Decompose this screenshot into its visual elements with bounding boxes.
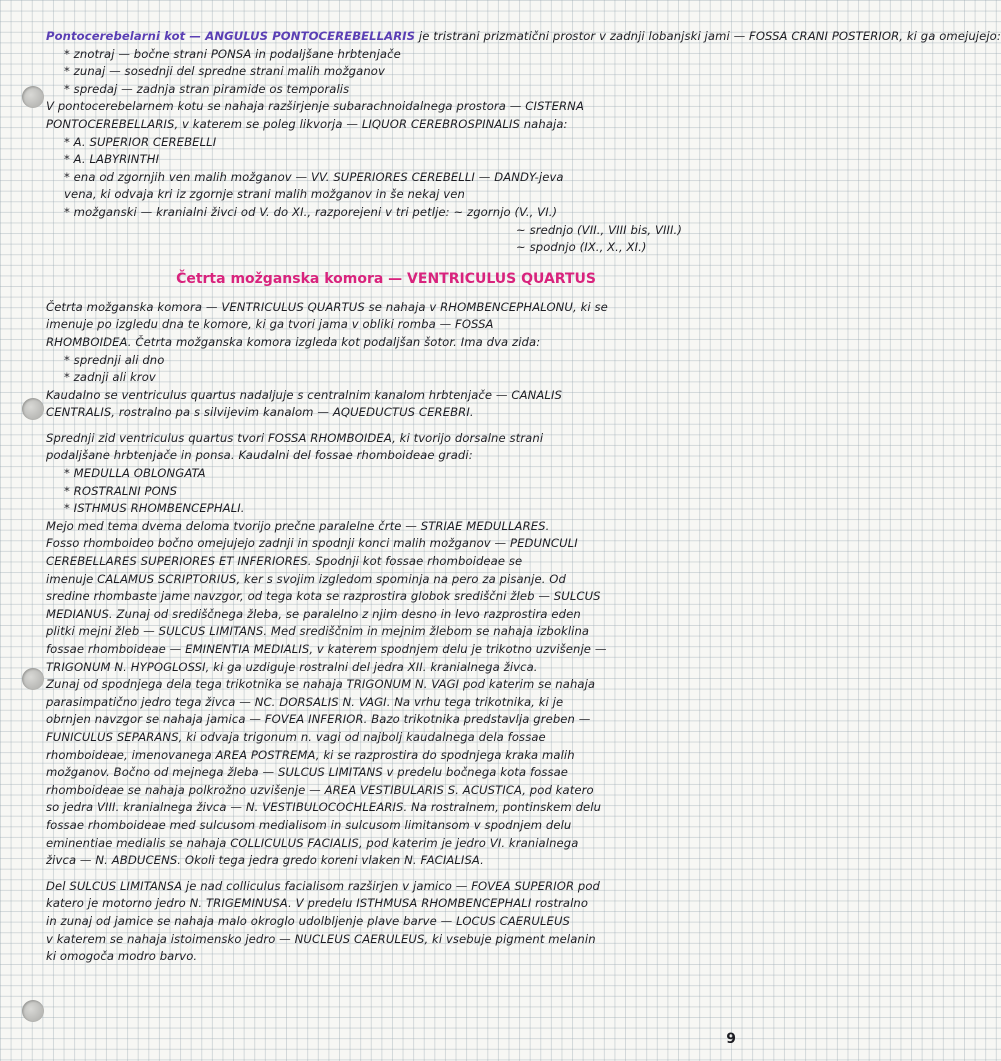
para2-line: plitki mejni žleb — SULCUS LIMITANS. Med središčnim in mejnim žlebom se nahaja izboklina: [46, 624, 590, 639]
punch-hole: [22, 398, 44, 420]
para2-line: TRIGONUM N. HYPOGLOSSI, ki ga uzdiguje rostralni del jedra XII. kranialnega živca.: [46, 659, 538, 674]
section1-line: * A. LABYRINTHI: [64, 152, 160, 167]
para1-line: CENTRALIS, rostralno pa s silvijevim kanalom — AQUEDUCTUS CEREBRI.: [46, 405, 474, 420]
section1-line: PONTOCEREBELLARIS, v katerem se poleg likvorja — LIQUOR CEREBROSPINALIS nahaja:: [46, 116, 568, 131]
section1-line: ~ srednjo (VII., VIII bis, VIII.): [516, 222, 682, 237]
para1-line: imenuje po izgledu dna te komore, ki ga tvori jama v obliki romba — FOSSA: [46, 317, 494, 332]
para2-line: podaljšane hrbtenjače in ponsa. Kaudalni del fossae rhomboideae gradi:: [46, 448, 473, 463]
section1-line: * ena od zgornjih ven malih možganov — VV. SUPERIORES CEREBELLI — DANDY-jeva: [64, 169, 564, 184]
punch-hole: [22, 668, 44, 690]
para2-line: živca — N. ABDUCENS. Okoli tega jedra gredo koreni vlaken N. FACIALISA.: [46, 853, 484, 868]
para1-line: * zadnji ali krov: [64, 370, 156, 385]
section1-line: * zunaj — sosednji del spredne strani malih možganov: [64, 64, 385, 79]
para2-line: Sprednji zid ventriculus quartus tvori FOSSA RHOMBOIDEA, ki tvorijo dorsalne strani: [46, 430, 544, 445]
para2-line: fossae rhomboideae med sulcusom medialisom in sulcusom limitansom v spodnjem delu: [46, 817, 572, 832]
para3-line: v katerem se nahaja istoimensko jedro — NUCLEUS CAERULEUS, ki vsebuje pigment melanin: [46, 931, 596, 946]
section1-line: * znotraj — bočne strani PONSA in podaljšane hrbtenjače: [64, 46, 401, 61]
para2-line: Fosso rhomboideo bočno omejujejo zadnji in spodnji konci malih možganov — PEDUNCULI: [46, 536, 578, 551]
para2-line: FUNICULUS SEPARANS, ki odvaja trigonum n. vagi od najbolj kaudalnega dela fossae: [46, 729, 546, 744]
section1-line: * spredaj — zadnja stran piramide os temporalis: [64, 81, 350, 96]
section1-line: V pontocerebelarnem kotu se nahaja razširjenje subarachnoidalnega prostora — CISTERNA: [46, 99, 584, 114]
section1-title: Pontocerebelarni kot — ANGULUS PONTOCEREBELLARIS: [46, 29, 416, 43]
para2-line: možganov. Bočno od mejnega žleba — SULCUS LIMITANS v predelu bočnega kota fossae: [46, 765, 569, 780]
punch-hole: [22, 1000, 44, 1022]
para2-line: imenuje CALAMUS SCRIPTORIUS, ker s svojim izgledom spominja na pero za pisanje. Od: [46, 571, 566, 586]
section1-intro: je tristrani prizmatični prostor v zadnji lobanjski jami — FOSSA CRANI POSTERIOR, ki ga omejujejo:: [418, 29, 1001, 43]
section1-line: * možganski — kranialni živci od V. do XI., razporejeni v tri petlje: ~ zgornjo (V., VI.): [64, 204, 558, 219]
para3-line: katero je motorno jedro N. TRIGEMINUSA. V predelu ISTHMUSA RHOMBENCEPHALI rostralno: [46, 896, 589, 911]
section1-line: vena, ki odvaja kri iz zgornje strani malih možganov in še nekaj ven: [64, 187, 465, 202]
para2-line: * ISTHMUS RHOMBENCEPHALI.: [64, 501, 245, 516]
para3-line: ki omogoča modro barvo.: [46, 949, 198, 964]
section2-title: Četrta možganska komora — VENTRICULUS QUARTUS: [176, 270, 596, 287]
para2-line: Mejo med tema dvema deloma tvorijo prečne paralelne črte — STRIAE MEDULLARES.: [46, 518, 550, 533]
para2-line: rhomboideae se nahaja polkrožno uzvišenje — AREA VESTIBULARIS S. ACUSTICA, pod katero: [46, 782, 594, 797]
para2-line: so jedra VIII. kranialnega živca — N. VESTIBULOCOCHLEARIS. Na rostralnem, pontinskem delu: [46, 800, 602, 815]
para2-line: MEDIANUS. Zunaj od središčnega žleba, se paralelno z njim desno in levo razprostira eden: [46, 606, 581, 621]
para3-line: Del SULCUS LIMITANSA je nad colliculus facialisom razširjen v jamico — FOVEA SUPERIOR pod: [46, 878, 600, 893]
section1-line: ~ spodnjo (IX., X., XI.): [516, 240, 647, 255]
para2-line: Zunaj od spodnjega dela tega trikotnika se nahaja TRIGONUM N. VAGI pod katerim se nahaja: [46, 677, 596, 692]
para2-line: parasimpatično jedro tega živca — NC. DORSALIS N. VAGI. Na vrhu tega trikotnika, ki je: [46, 694, 564, 709]
para1-line: Kaudalno se ventriculus quartus nadaljuje s centralnim kanalom hrbtenjače — CANALIS: [46, 387, 562, 402]
para2-line: obrnjen navzgor se nahaja jamica — FOVEA INFERIOR. Bazo trikotnika predstavlja greben —: [46, 712, 591, 727]
para2-line: * ROSTRALNI PONS: [64, 483, 178, 498]
notebook-page: [46, 28, 1001, 966]
punch-hole: [22, 86, 44, 108]
page-number: 9: [726, 1031, 736, 1047]
section1-line: * A. SUPERIOR CEREBELLI: [64, 134, 217, 149]
para2-line: fossae rhomboideae — EMINENTIA MEDIALIS, v katerem spodnjem delu je trikotno uzvišenje —: [46, 642, 607, 656]
para3-line: in zunaj od jamice se nahaja malo okroglo udolbljenje plave barve — LOCUS CAERULEUS: [46, 913, 570, 928]
para2-line: * MEDULLA OBLONGATA: [64, 466, 206, 481]
para2-line: rhomboideae, imenovanega AREA POSTREMA, ki se razprostira do spodnjega kraka malih: [46, 747, 575, 762]
para1-line: RHOMBOIDEA. Četrta možganska komora izgleda kot podaljšan šotor. Ima dva zida:: [46, 334, 541, 349]
para2-line: eminentiae medialis se nahaja COLLICULUS FACIALIS, pod katerim je jedro VI. kranialnega: [46, 835, 579, 850]
para2-line: sredine rhombaste jame navzgor, od tega kota se razprostira globok središčni žleb — SULCUS: [46, 589, 601, 604]
para2-line: CEREBELLARES SUPERIORES ET INFERIORES. Spodnji kot fossae rhomboideae se: [46, 554, 523, 569]
section1-line-first: [46, 28, 1001, 46]
para1-line: * sprednji ali dno: [64, 352, 165, 367]
para1-line: Četrta možganska komora — VENTRICULUS QUARTUS se nahaja v RHOMBENCEPHALONU, ki se: [46, 299, 608, 314]
